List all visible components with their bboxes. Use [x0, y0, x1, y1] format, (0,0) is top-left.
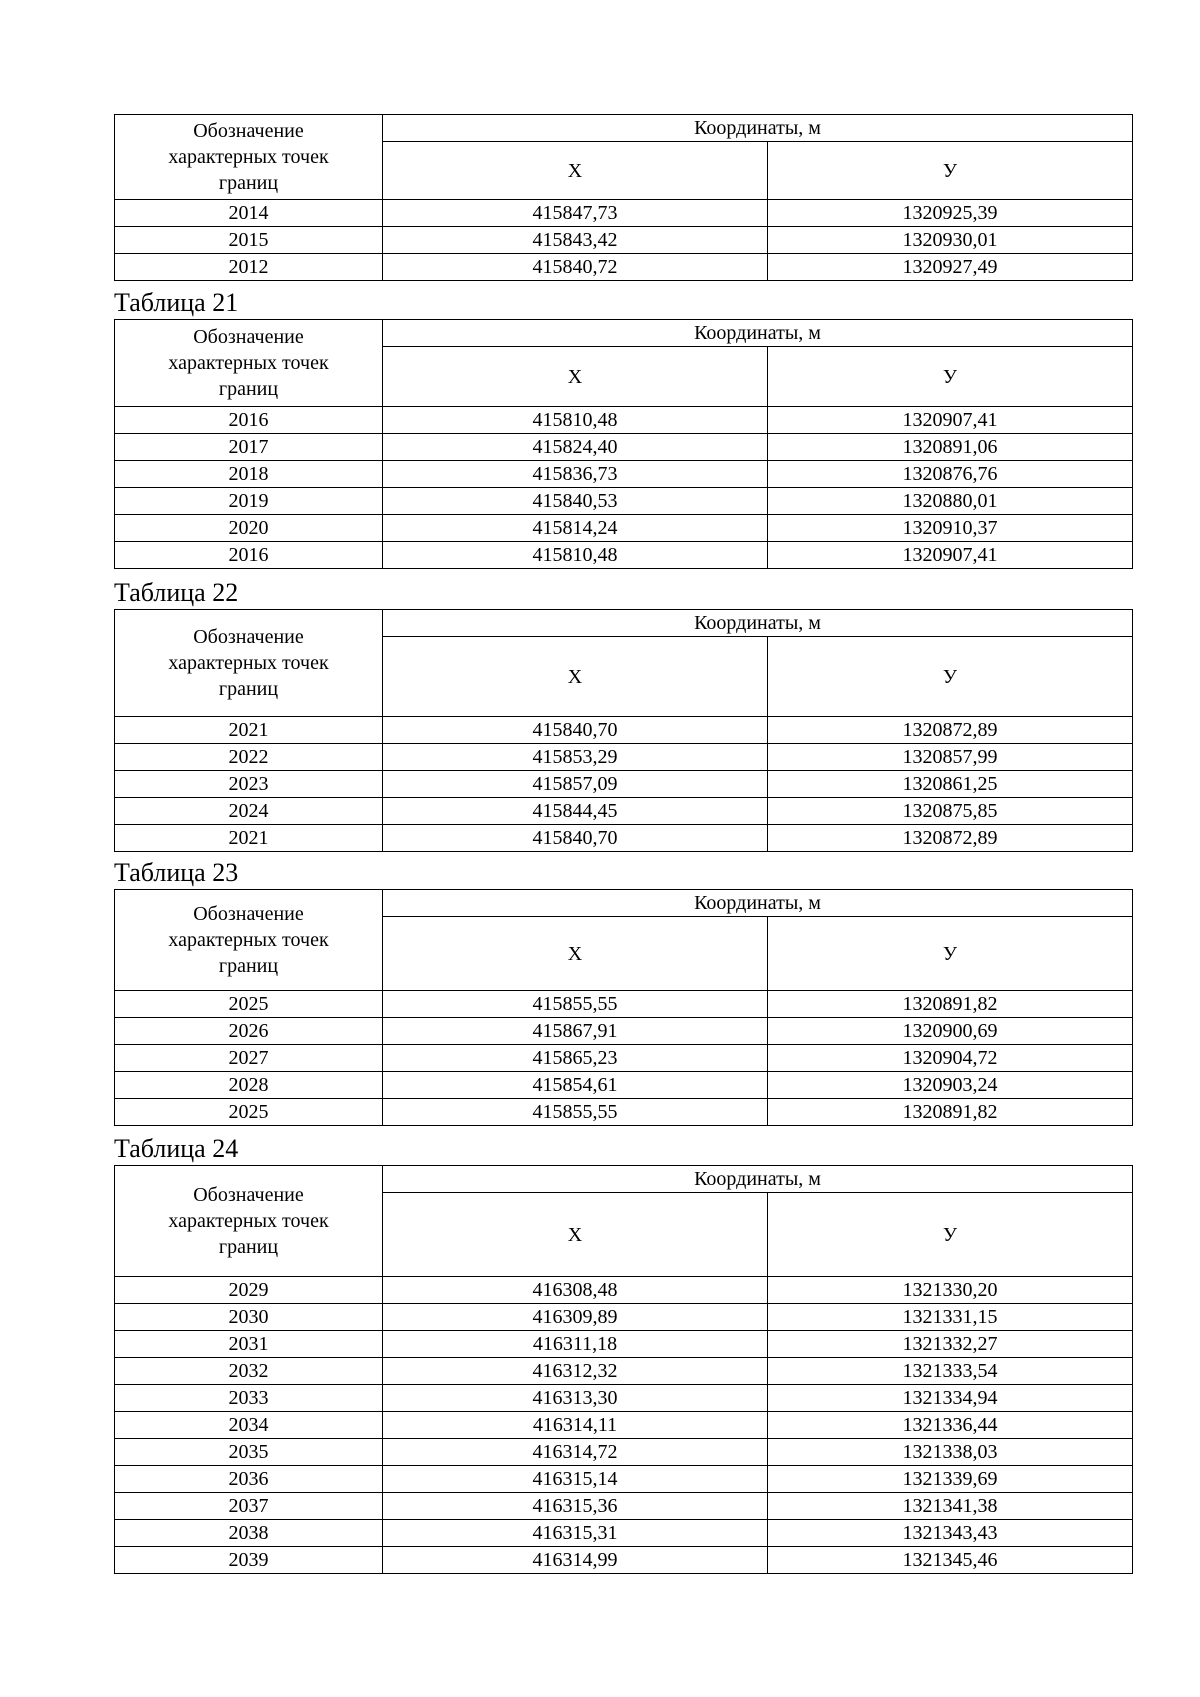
coordinates-header: Координаты, м	[383, 115, 1133, 142]
y-coordinate-cell: 1321345,46	[768, 1547, 1133, 1574]
x-coordinate-cell: 416314,11	[383, 1412, 768, 1439]
table-row	[115, 1099, 1133, 1126]
table-row	[115, 1412, 1133, 1439]
x-coordinate-cell: 416311,18	[383, 1331, 768, 1358]
x-coordinate-cell: 415836,73	[383, 461, 768, 488]
y-coordinate-cell: 1320861,25	[768, 771, 1133, 798]
coordinates-table-continued	[114, 114, 1133, 281]
x-coordinate-cell: 415824,40	[383, 434, 768, 461]
point-id-cell: 2024	[115, 798, 383, 825]
y-coordinate-cell: 1321331,15	[768, 1304, 1133, 1331]
header-line: характерных точек	[168, 352, 329, 374]
x-coordinate-cell: 416309,89	[383, 1304, 768, 1331]
point-id-cell: 2027	[115, 1045, 383, 1072]
point-id-cell: 2036	[115, 1466, 383, 1493]
x-coordinate-cell: 415867,91	[383, 1018, 768, 1045]
header-line: границ	[218, 378, 279, 400]
table-row	[115, 798, 1133, 825]
y-coordinate-cell: 1321338,03	[768, 1439, 1133, 1466]
x-coordinate-cell: 415810,48	[383, 542, 768, 569]
table-row	[115, 407, 1133, 434]
coordinates-header: Координаты, м	[383, 320, 1133, 347]
table-row	[115, 991, 1133, 1018]
x-coordinate-cell: 416315,36	[383, 1493, 768, 1520]
header-line: границ	[218, 1236, 279, 1258]
table-row	[115, 434, 1133, 461]
header-line: границ	[218, 678, 279, 700]
point-id-cell: 2034	[115, 1412, 383, 1439]
y-column-header: У	[768, 917, 1133, 991]
x-coordinate-cell: 416314,72	[383, 1439, 768, 1466]
coordinates-table-22	[114, 609, 1133, 852]
point-id-cell: 2015	[115, 227, 383, 254]
header-line: характерных точек	[168, 1210, 329, 1232]
coordinates-header: Координаты, м	[383, 890, 1133, 917]
table-row	[115, 1304, 1133, 1331]
x-coordinate-cell: 415857,09	[383, 771, 768, 798]
y-coordinate-cell: 1320910,37	[768, 515, 1133, 542]
point-id-cell: 2016	[115, 542, 383, 569]
table-row	[115, 1072, 1133, 1099]
coordinates-table-21	[114, 319, 1133, 569]
table-row	[115, 515, 1133, 542]
point-id-cell: 2028	[115, 1072, 383, 1099]
y-coordinate-cell: 1320880,01	[768, 488, 1133, 515]
point-id-cell: 2032	[115, 1358, 383, 1385]
table-row	[115, 825, 1133, 852]
table-row	[115, 1018, 1133, 1045]
point-designation-header	[115, 115, 383, 200]
point-id-cell: 2023	[115, 771, 383, 798]
point-designation-header	[115, 610, 383, 717]
x-coordinate-cell: 415810,48	[383, 407, 768, 434]
y-coordinate-cell: 1320872,89	[768, 717, 1133, 744]
x-coordinate-cell: 415814,24	[383, 515, 768, 542]
x-coordinate-cell: 415840,53	[383, 488, 768, 515]
x-coordinate-cell: 416315,14	[383, 1466, 768, 1493]
table-row	[115, 227, 1133, 254]
point-id-cell: 2035	[115, 1439, 383, 1466]
x-coordinate-cell: 416312,32	[383, 1358, 768, 1385]
table-caption: Таблица 23	[114, 858, 239, 887]
y-coordinate-cell: 1320891,06	[768, 434, 1133, 461]
point-id-cell: 2038	[115, 1520, 383, 1547]
point-id-cell: 2030	[115, 1304, 383, 1331]
y-column-header: У	[768, 347, 1133, 407]
point-id-cell: 2026	[115, 1018, 383, 1045]
x-coordinate-cell: 415844,45	[383, 798, 768, 825]
table-row	[115, 461, 1133, 488]
y-coordinate-cell: 1320925,39	[768, 200, 1133, 227]
point-id-cell: 2016	[115, 407, 383, 434]
y-coordinate-cell: 1321333,54	[768, 1358, 1133, 1385]
point-designation-header	[115, 320, 383, 407]
table-row	[115, 1439, 1133, 1466]
point-id-cell: 2020	[115, 515, 383, 542]
x-coordinate-cell: 416308,48	[383, 1277, 768, 1304]
point-id-cell: 2017	[115, 434, 383, 461]
point-designation-header	[115, 890, 383, 991]
x-column-header: Х	[383, 142, 768, 200]
table-row	[115, 254, 1133, 281]
y-coordinate-cell: 1320891,82	[768, 991, 1133, 1018]
x-column-header: Х	[383, 1193, 768, 1277]
y-coordinate-cell: 1320891,82	[768, 1099, 1133, 1126]
point-id-cell: 2039	[115, 1547, 383, 1574]
y-coordinate-cell: 1320876,76	[768, 461, 1133, 488]
table-row	[115, 1331, 1133, 1358]
y-coordinate-cell: 1320900,69	[768, 1018, 1133, 1045]
table-row	[115, 200, 1133, 227]
table-caption: Таблица 21	[114, 288, 239, 317]
header-line: характерных точек	[168, 146, 329, 168]
coordinates-header: Координаты, м	[383, 610, 1133, 637]
table-row	[115, 488, 1133, 515]
x-column-header: Х	[383, 347, 768, 407]
x-coordinate-cell: 416314,99	[383, 1547, 768, 1574]
y-coordinate-cell: 1321336,44	[768, 1412, 1133, 1439]
x-coordinate-cell: 416315,31	[383, 1520, 768, 1547]
point-id-cell: 2031	[115, 1331, 383, 1358]
x-coordinate-cell: 415853,29	[383, 744, 768, 771]
x-column-header: Х	[383, 917, 768, 991]
header-line: характерных точек	[168, 929, 329, 951]
header-line: Обозначение	[193, 1184, 304, 1206]
coordinates-header: Координаты, м	[383, 1166, 1133, 1193]
y-coordinate-cell: 1320904,72	[768, 1045, 1133, 1072]
x-coordinate-cell: 415843,42	[383, 227, 768, 254]
x-coordinate-cell: 415865,23	[383, 1045, 768, 1072]
header-line: границ	[218, 172, 279, 194]
y-coordinate-cell: 1320930,01	[768, 227, 1133, 254]
table-row	[115, 1277, 1133, 1304]
point-id-cell: 2022	[115, 744, 383, 771]
y-coordinate-cell: 1320872,89	[768, 825, 1133, 852]
y-column-header: У	[768, 637, 1133, 717]
point-id-cell: 2012	[115, 254, 383, 281]
y-coordinate-cell: 1321334,94	[768, 1385, 1133, 1412]
y-column-header: У	[768, 142, 1133, 200]
table-row	[115, 1547, 1133, 1574]
point-id-cell: 2025	[115, 991, 383, 1018]
header-line: Обозначение	[193, 626, 304, 648]
point-id-cell: 2029	[115, 1277, 383, 1304]
x-coordinate-cell: 415847,73	[383, 200, 768, 227]
x-coordinate-cell: 415840,70	[383, 717, 768, 744]
y-coordinate-cell: 1321339,69	[768, 1466, 1133, 1493]
x-coordinate-cell: 415855,55	[383, 1099, 768, 1126]
x-coordinate-cell: 415840,70	[383, 825, 768, 852]
y-coordinate-cell: 1321332,27	[768, 1331, 1133, 1358]
table-caption: Таблица 22	[114, 578, 239, 607]
y-coordinate-cell: 1320907,41	[768, 407, 1133, 434]
x-coordinate-cell: 415854,61	[383, 1072, 768, 1099]
y-coordinate-cell: 1320907,41	[768, 542, 1133, 569]
header-line: Обозначение	[193, 326, 304, 348]
point-id-cell: 2037	[115, 1493, 383, 1520]
table-row	[115, 717, 1133, 744]
y-coordinate-cell: 1320927,49	[768, 254, 1133, 281]
y-column-header: У	[768, 1193, 1133, 1277]
table-row	[115, 1385, 1133, 1412]
table-row	[115, 542, 1133, 569]
table-row	[115, 1520, 1133, 1547]
table-row	[115, 1493, 1133, 1520]
point-id-cell: 2014	[115, 200, 383, 227]
table-row	[115, 1358, 1133, 1385]
point-id-cell: 2021	[115, 717, 383, 744]
point-id-cell: 2019	[115, 488, 383, 515]
y-coordinate-cell: 1321330,20	[768, 1277, 1133, 1304]
x-coordinate-cell: 415855,55	[383, 991, 768, 1018]
header-line: Обозначение	[193, 903, 304, 925]
table-row	[115, 744, 1133, 771]
x-coordinate-cell: 416313,30	[383, 1385, 768, 1412]
y-coordinate-cell: 1321343,43	[768, 1520, 1133, 1547]
y-coordinate-cell: 1320903,24	[768, 1072, 1133, 1099]
header-line: Обозначение	[193, 120, 304, 142]
x-column-header: Х	[383, 637, 768, 717]
y-coordinate-cell: 1320875,85	[768, 798, 1133, 825]
table-row	[115, 1045, 1133, 1072]
x-coordinate-cell: 415840,72	[383, 254, 768, 281]
point-id-cell: 2021	[115, 825, 383, 852]
point-id-cell: 2033	[115, 1385, 383, 1412]
y-coordinate-cell: 1321341,38	[768, 1493, 1133, 1520]
point-designation-header	[115, 1166, 383, 1277]
header-line: характерных точек	[168, 652, 329, 674]
table-row	[115, 1466, 1133, 1493]
y-coordinate-cell: 1320857,99	[768, 744, 1133, 771]
coordinates-table-23	[114, 889, 1133, 1126]
point-id-cell: 2018	[115, 461, 383, 488]
coordinates-table-24	[114, 1165, 1133, 1574]
table-row	[115, 771, 1133, 798]
table-caption: Таблица 24	[114, 1134, 239, 1163]
header-line: границ	[218, 955, 279, 977]
point-id-cell: 2025	[115, 1099, 383, 1126]
